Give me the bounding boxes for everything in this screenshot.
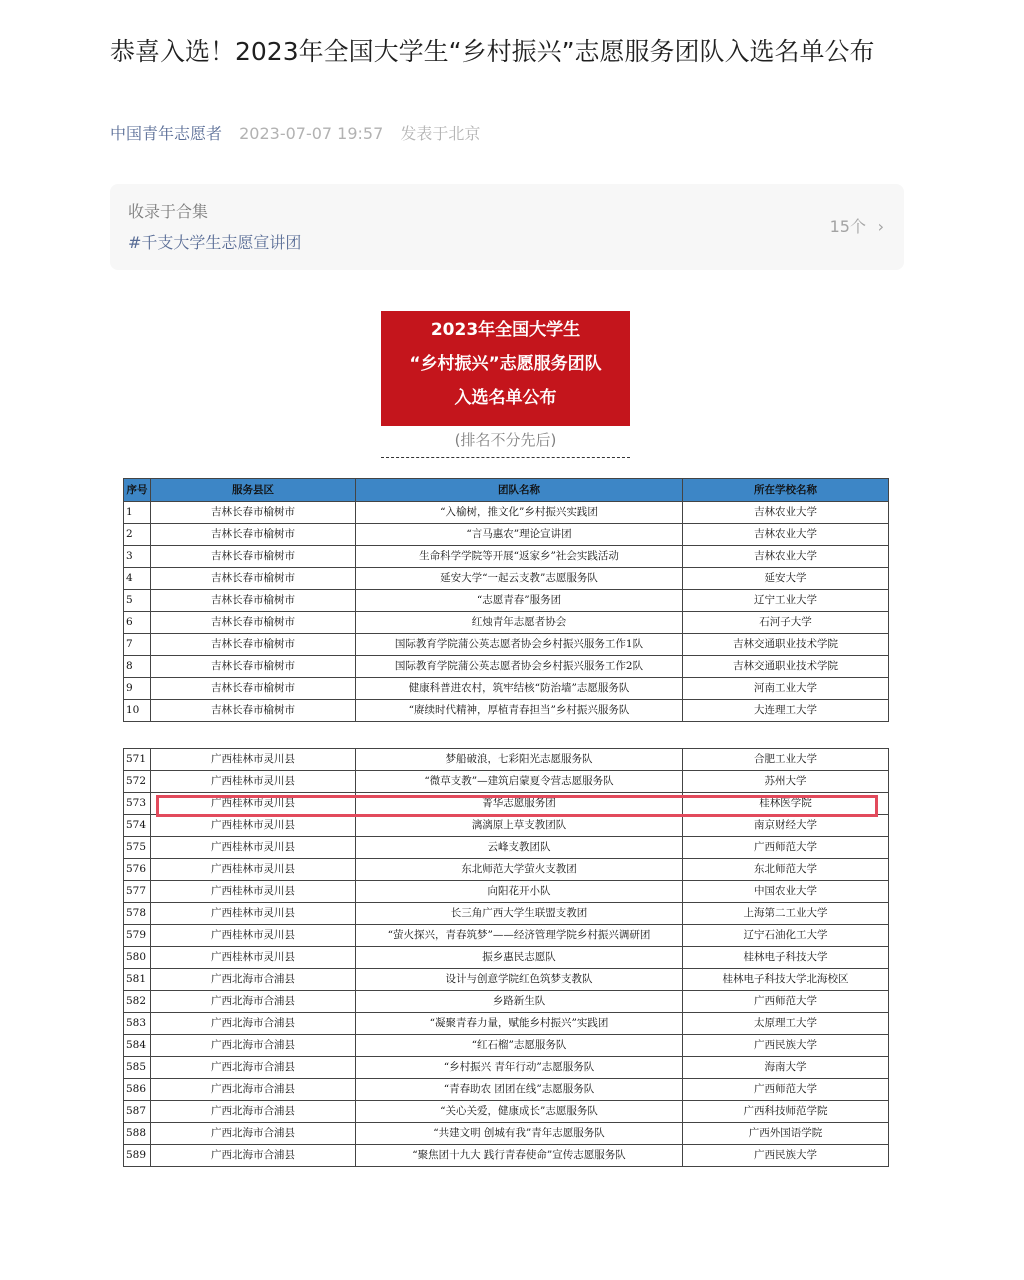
index-cell: 5 <box>124 590 151 612</box>
team-cell: “赓续时代精神，厚植青春担当”乡村振兴服务队 <box>356 700 683 722</box>
table-row <box>124 546 889 568</box>
chevron-right-icon[interactable]: › <box>877 217 884 236</box>
index-cell: 589 <box>124 1145 151 1167</box>
header-team: 团队名称 <box>356 479 683 502</box>
county-cell: 广西桂林市灵川县 <box>151 925 356 947</box>
school-cell: 吉林农业大学 <box>683 524 889 546</box>
publish-date: 2023-07-07 19:57 <box>239 124 384 143</box>
table-row <box>124 815 889 837</box>
county-cell: 广西桂林市灵川县 <box>151 771 356 793</box>
school-cell: 吉林交通职业技术学院 <box>683 656 889 678</box>
table-row <box>124 859 889 881</box>
team-cell: 振乡惠民志愿队 <box>356 947 683 969</box>
team-cell: “入榆树，推文化”乡村振兴实践团 <box>356 502 683 524</box>
county-cell: 吉林长春市榆树市 <box>151 634 356 656</box>
county-cell: 广西北海市合浦县 <box>151 1057 356 1079</box>
county-cell: 广西桂林市灵川县 <box>151 903 356 925</box>
team-cell: 梦船破浪，七彩阳光志愿服务队 <box>356 749 683 771</box>
school-cell: 桂林医学院 <box>683 793 889 815</box>
index-cell: 2 <box>124 524 151 546</box>
header-school: 所在学校名称 <box>683 479 889 502</box>
team-cell: 漓漓原上草支教团队 <box>356 815 683 837</box>
index-cell: 576 <box>124 859 151 881</box>
index-cell: 584 <box>124 1035 151 1057</box>
index-cell: 8 <box>124 656 151 678</box>
school-cell: 石河子大学 <box>683 612 889 634</box>
collection-label: 收录于合集 <box>128 202 209 221</box>
team-cell: 乡路新生队 <box>356 991 683 1013</box>
school-cell: 海南大学 <box>683 1057 889 1079</box>
team-cell: 延安大学“一起云支教”志愿服务队 <box>356 568 683 590</box>
team-cell: 设计与创意学院红色筑梦支教队 <box>356 969 683 991</box>
school-cell: 桂林电子科技大学 <box>683 947 889 969</box>
table-row <box>124 612 889 634</box>
banner-line-2: “乡村振兴”志愿服务团队 <box>409 354 602 374</box>
team-cell: “关心关爱，健康成长”志愿服务队 <box>356 1101 683 1123</box>
county-cell: 吉林长春市榆树市 <box>151 524 356 546</box>
team-cell: “共建文明 创城有我”青年志愿服务队 <box>356 1123 683 1145</box>
index-cell: 3 <box>124 546 151 568</box>
table-row <box>124 634 889 656</box>
table-row <box>124 947 889 969</box>
ranking-note: (排名不分先后) <box>454 431 557 449</box>
team-cell: “言马惠农”理论宣讲团 <box>356 524 683 546</box>
collection-card[interactable] <box>110 184 904 270</box>
publish-location: 发表于北京 <box>400 124 481 143</box>
banner-line-3: 入选名单公布 <box>454 388 557 408</box>
table-row <box>124 749 889 771</box>
county-cell: 广西北海市合浦县 <box>151 969 356 991</box>
index-cell: 577 <box>124 881 151 903</box>
table-row <box>124 1145 889 1167</box>
school-cell: 广西民族大学 <box>683 1145 889 1167</box>
school-cell: 合肥工业大学 <box>683 749 889 771</box>
county-cell: 广西桂林市灵川县 <box>151 947 356 969</box>
team-cell: “聚焦团十九大 践行青春使命”宣传志愿服务队 <box>356 1145 683 1167</box>
article-title: 恭喜入选！2023年全国大学生“乡村振兴”志愿服务团队入选名单公布 <box>110 37 875 66</box>
county-cell: 广西桂林市灵川县 <box>151 749 356 771</box>
county-cell: 吉林长春市榆树市 <box>151 546 356 568</box>
school-cell: 辽宁工业大学 <box>683 590 889 612</box>
index-cell: 575 <box>124 837 151 859</box>
table-row <box>124 771 889 793</box>
county-cell: 吉林长春市榆树市 <box>151 678 356 700</box>
table-row <box>124 678 889 700</box>
team-cell: 健康科普进农村，筑牢结核“防治墙”志愿服务队 <box>356 678 683 700</box>
index-cell: 582 <box>124 991 151 1013</box>
row-573-highlight-box <box>156 795 878 817</box>
index-cell: 586 <box>124 1079 151 1101</box>
county-cell: 吉林长春市榆树市 <box>151 568 356 590</box>
index-cell: 10 <box>124 700 151 722</box>
school-cell: 广西外国语学院 <box>683 1123 889 1145</box>
index-cell: 587 <box>124 1101 151 1123</box>
results-table-top <box>123 478 889 722</box>
index-cell: 581 <box>124 969 151 991</box>
table-row <box>124 1057 889 1079</box>
team-cell: “微草支教”—建筑启蒙夏令营志愿服务队 <box>356 771 683 793</box>
school-cell: 河南工业大学 <box>683 678 889 700</box>
county-cell: 吉林长春市榆树市 <box>151 590 356 612</box>
county-cell: 吉林长春市榆树市 <box>151 612 356 634</box>
school-cell: 苏州大学 <box>683 771 889 793</box>
table-row <box>124 903 889 925</box>
team-cell: 国际教育学院蒲公英志愿者协会乡村振兴服务工作2队 <box>356 656 683 678</box>
county-cell: 广西桂林市灵川县 <box>151 815 356 837</box>
table-row <box>124 524 889 546</box>
school-cell: 广西师范大学 <box>683 991 889 1013</box>
team-cell: “志愿青春”服务团 <box>356 590 683 612</box>
school-cell: 广西师范大学 <box>683 1079 889 1101</box>
county-cell: 吉林长春市榆树市 <box>151 656 356 678</box>
index-cell: 578 <box>124 903 151 925</box>
school-cell: 吉林农业大学 <box>683 502 889 524</box>
table-row <box>124 925 889 947</box>
table-row <box>124 502 889 524</box>
school-cell: 东北师范大学 <box>683 859 889 881</box>
index-cell: 572 <box>124 771 151 793</box>
school-cell: 上海第二工业大学 <box>683 903 889 925</box>
table-row <box>124 1079 889 1101</box>
index-cell: 588 <box>124 1123 151 1145</box>
county-cell: 广西北海市合浦县 <box>151 1079 356 1101</box>
county-cell: 广西桂林市灵川县 <box>151 881 356 903</box>
table-row <box>124 1013 889 1035</box>
school-cell: 延安大学 <box>683 568 889 590</box>
county-cell: 吉林长春市榆树市 <box>151 700 356 722</box>
table-row <box>124 837 889 859</box>
table-row <box>124 969 889 991</box>
collection-count: 15个 <box>829 217 866 236</box>
index-cell: 9 <box>124 678 151 700</box>
county-cell: 广西桂林市灵川县 <box>151 793 356 815</box>
school-cell: 桂林电子科技大学北海校区 <box>683 969 889 991</box>
article-meta <box>110 123 480 145</box>
team-cell: “萤火探兴，青春筑梦”——经济管理学院乡村振兴调研团 <box>356 925 683 947</box>
team-cell: 云峰支教团队 <box>356 837 683 859</box>
county-cell: 广西北海市合浦县 <box>151 1101 356 1123</box>
team-cell: 长三角广西大学生联盟支教团 <box>356 903 683 925</box>
announcement-banner <box>381 311 630 426</box>
team-cell: 生命科学学院等开展“返家乡”社会实践活动 <box>356 546 683 568</box>
table-row <box>124 700 889 722</box>
index-cell: 571 <box>124 749 151 771</box>
county-cell: 广西北海市合浦县 <box>151 1123 356 1145</box>
index-cell: 579 <box>124 925 151 947</box>
table-row <box>124 656 889 678</box>
author-link[interactable]: 中国青年志愿者 <box>110 124 223 143</box>
header-index: 序号 <box>124 479 151 502</box>
index-cell: 580 <box>124 947 151 969</box>
team-cell: 菁华志愿服务团 <box>356 793 683 815</box>
county-cell: 广西北海市合浦县 <box>151 1013 356 1035</box>
index-cell: 6 <box>124 612 151 634</box>
school-cell: 大连理工大学 <box>683 700 889 722</box>
school-cell: 广西科技师范学院 <box>683 1101 889 1123</box>
table-row <box>124 991 889 1013</box>
table-row <box>124 1101 889 1123</box>
index-cell: 574 <box>124 815 151 837</box>
school-cell: 广西民族大学 <box>683 1035 889 1057</box>
index-cell: 585 <box>124 1057 151 1079</box>
school-cell: 吉林交通职业技术学院 <box>683 634 889 656</box>
school-cell: 吉林农业大学 <box>683 546 889 568</box>
table-row <box>124 1035 889 1057</box>
table-row <box>124 568 889 590</box>
school-cell: 中国农业大学 <box>683 881 889 903</box>
header-county: 服务县区 <box>151 479 356 502</box>
team-cell: “乡村振兴 青年行动”志愿服务队 <box>356 1057 683 1079</box>
index-cell: 573 <box>124 793 151 815</box>
county-cell: 广西北海市合浦县 <box>151 991 356 1013</box>
index-cell: 1 <box>124 502 151 524</box>
table-header-row <box>124 479 889 502</box>
school-cell: 南京财经大学 <box>683 815 889 837</box>
county-cell: 广西北海市合浦县 <box>151 1145 356 1167</box>
banner-line-1: 2023年全国大学生 <box>430 320 581 340</box>
index-cell: 4 <box>124 568 151 590</box>
table-row <box>124 1123 889 1145</box>
team-cell: 东北师范大学萤火支教团 <box>356 859 683 881</box>
county-cell: 吉林长春市榆树市 <box>151 502 356 524</box>
team-cell: 国际教育学院蒲公英志愿者协会乡村振兴服务工作1队 <box>356 634 683 656</box>
school-cell: 太原理工大学 <box>683 1013 889 1035</box>
team-cell: 向阳花开小队 <box>356 881 683 903</box>
county-cell: 广西桂林市灵川县 <box>151 859 356 881</box>
table-row <box>124 590 889 612</box>
collection-tag-link[interactable]: #千支大学生志愿宣讲团 <box>128 233 302 252</box>
team-cell: “凝聚青春力量，赋能乡村振兴”实践团 <box>356 1013 683 1035</box>
index-cell: 583 <box>124 1013 151 1035</box>
school-cell: 辽宁石油化工大学 <box>683 925 889 947</box>
school-cell: 广西师范大学 <box>683 837 889 859</box>
index-cell: 7 <box>124 634 151 656</box>
team-cell: “青春助农 团团在线”志愿服务队 <box>356 1079 683 1101</box>
table-row <box>124 881 889 903</box>
county-cell: 广西北海市合浦县 <box>151 1035 356 1057</box>
county-cell: 广西桂林市灵川县 <box>151 837 356 859</box>
dashed-divider <box>381 457 630 458</box>
team-cell: “红石榴”志愿服务队 <box>356 1035 683 1057</box>
team-cell: 红烛青年志愿者协会 <box>356 612 683 634</box>
